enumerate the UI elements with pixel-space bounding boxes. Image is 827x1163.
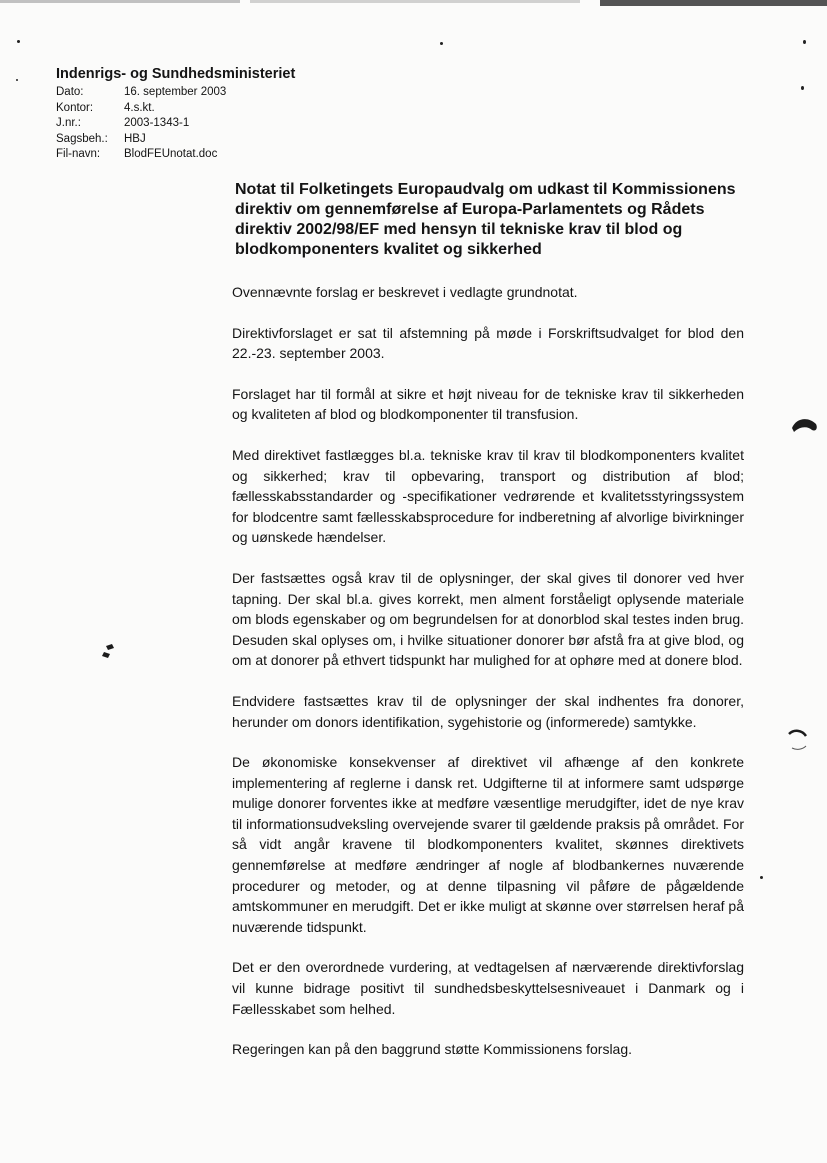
document-metadata (56, 85, 356, 163)
body-paragraph: De økonomiske konsekvenser af direktivet vil afhænge af den konkrete implementering af reglerne i dansk ret. Udgifterne til at informere samt udspørge mulige donorer forventes ikke at medføre væsentlige merudgifter, idet de nye krav til informationsudveksling overvejende svarer til gældende praksis på området. For så vidt angår kravene til blodkomponenters kvalitet, skønnes direktivets gennemførelse at medføre ændringer af nogle af blodbankernes nuværende procedurer og metoder, og at denne tilpasning vil påføre de pågældende amtskommuner en merudgift. Det er ikke muligt at skønne over størrelsen heraf på nuværende tidspunkt. (232, 754, 744, 935)
metadata-value: 16. september 2003 (124, 86, 227, 98)
body-paragraph: Direktivforslaget er sat til afstemning på møde i Forskriftsudvalget for blod den 22.-23. september 2003. (232, 324, 744, 362)
metadata-row (56, 101, 356, 117)
scan-speck (440, 42, 443, 45)
scan-speck (17, 40, 20, 43)
metadata-row (56, 132, 356, 148)
metadata-label: Sagsbeh.: (56, 132, 108, 145)
metadata-row (56, 147, 356, 163)
ministry-name: Indenrigs- og Sundhedsministeriet (56, 66, 296, 82)
metadata-label: Dato: (56, 86, 84, 98)
metadata-label: Fil-navn: (56, 148, 101, 160)
body-paragraph: Forslaget har til formål at sikre et højt niveau for de tekniske krav til sikkerheden og kvaliteten af blod og blodkomponenter til transfusion. (232, 385, 744, 423)
body-paragraph: Ovennævnte forslag er beskrevet i vedlagte grundnotat. (232, 284, 578, 300)
body-paragraph: Regeringen kan på den baggrund støtte Kommissionens forslag. (232, 1041, 633, 1058)
metadata-value: 4.s.kt. (124, 101, 155, 114)
scan-edge-shadow (250, 0, 580, 3)
scan-speck (760, 876, 763, 879)
body-paragraph: Det er den overordnede vurdering, at vedtagelsen af nærværende direktivforslag vil kunne bidrage positivt til sundhedsbeskyttelsesniveauet i Danmark og i Fællesskabet som helhed. (232, 959, 744, 1017)
metadata-row (56, 116, 356, 132)
scan-speck (16, 79, 18, 81)
scan-blot (786, 726, 810, 754)
metadata-label: Kontor: (56, 101, 94, 114)
metadata-row (56, 85, 356, 101)
metadata-value: 2003-1343-1 (124, 117, 190, 129)
scan-blot (790, 414, 820, 436)
body-paragraph: Endvidere fastsættes krav til de oplysninger der skal indhentes fra donorer, herunder om donors identifikation, sygehistorie og (informerede) samtykke. (232, 692, 744, 730)
metadata-value: BlodFEUnotat.doc (124, 148, 218, 160)
document-body (232, 282, 744, 1080)
document-header (56, 66, 356, 163)
document-title: Notat til Folketingets Europaudvalg om udkast til Kommissionens direktiv om gennemførelse af Europa-Parlamentets og Rådets direktiv 2002/98/EF med hensyn til tekniske krav til blod og blodkomponenters kvalitet og sikkerhed (235, 181, 736, 258)
scan-speck (801, 86, 804, 90)
metadata-value: HBJ (124, 132, 146, 145)
scan-speck (803, 40, 806, 44)
body-paragraph: Der fastsættes også krav til de oplysninger, der skal gives til donorer ved hver tapning. Der skal bl.a. gives korrekt, men alment forståeligt oplysende materiale om blods egenskaber og om begrundelsen for at donorblod skal testes inden brug. Desuden skal oplyses om, i hvilke situationer donorer bør afstå fra at give blod, og om at donorer på ethvert tidspunkt har mulighed for at ophøre med at donere blod. (232, 569, 744, 669)
scan-edge-shadow (600, 0, 827, 6)
metadata-label: J.nr.: (56, 117, 81, 129)
body-paragraph: Med direktivet fastlægges bl.a. tekniske krav til krav til blodkomponenters kvalitet og sikkerhed; krav til opbevaring, transport og distribution af blod; fællesskabsstandarder og -specifikationer vedrørende et kvalitetsstyringssystem for blodcentre samt fællesskabsprocedure for indberetning af alvorlige bivirkninger og uønskede hændelser. (232, 446, 744, 546)
scan-blot (100, 642, 120, 662)
scan-edge-shadow (0, 0, 240, 3)
